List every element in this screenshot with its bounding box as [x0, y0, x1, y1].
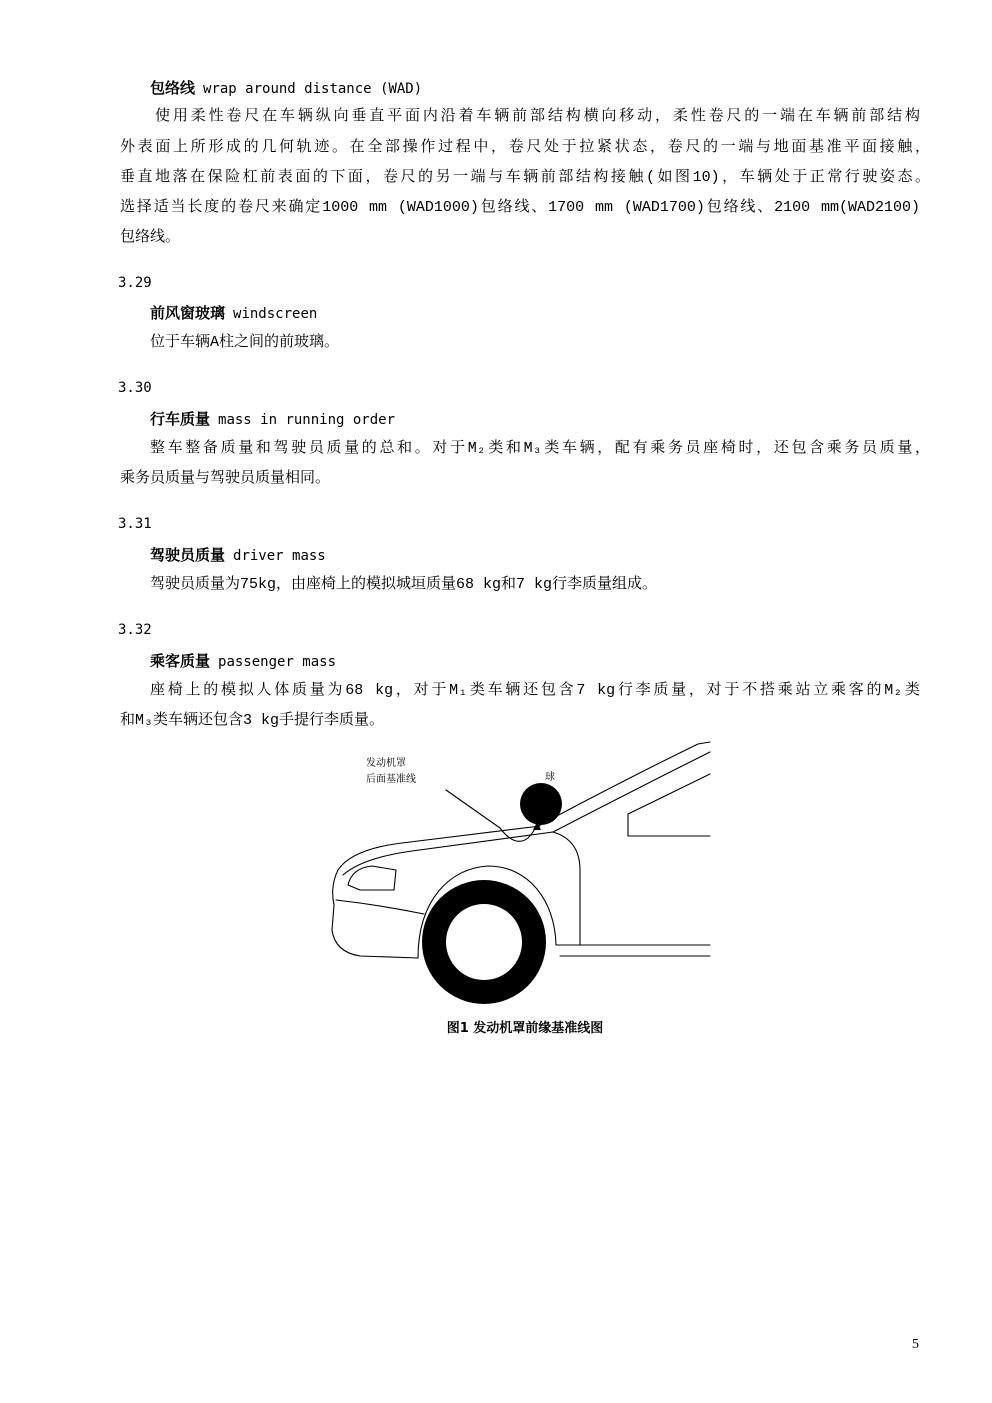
body-line: 整车整备质量和驾驶员质量的总和。对于M₂类和M₃类车辆，配有乘务员座椅时，还包含乘务员质量， — [150, 440, 930, 457]
ball — [520, 783, 562, 825]
term-heading — [150, 409, 395, 429]
term-chinese: 包络线 — [150, 79, 196, 97]
term-heading — [150, 651, 336, 671]
front-face-line — [332, 870, 418, 958]
windscreen-outer-line — [538, 742, 710, 826]
term-chinese: 驾驶员质量 — [150, 546, 226, 564]
body-line: 位于车辆A柱之间的前玻璃。 — [150, 334, 340, 351]
term-chinese: 乘客质量 — [150, 652, 211, 670]
side-window — [628, 774, 710, 836]
car-hood-figure — [320, 735, 720, 1015]
body-line: 驾驶员质量为75kg，由座椅上的模拟城垣质量68 kg和7 kg行李质量组成。 — [150, 576, 658, 593]
body-line: 和M₃类车辆还包含3 kg手提行李质量。 — [120, 712, 385, 729]
clause-number: 3.31 — [118, 516, 152, 532]
clause-number: 3.29 — [118, 275, 152, 291]
term-chinese: 前风窗玻璃 — [150, 304, 226, 322]
ball-label: 球 — [545, 772, 555, 783]
body-line: 包络线。 — [120, 229, 181, 246]
body-line: 垂直地落在保险杠前表面的下面，卷尺的另一端与车辆前部结构接触(如图10)，车辆处于正常行驶姿态。 — [120, 169, 930, 186]
term-heading — [150, 545, 326, 565]
clause-number: 3.30 — [118, 380, 152, 396]
body-line: 座椅上的模拟人体质量为68 kg，对于M₁类车辆还包含7 kg行李质量，对于不搭乘站立乘客的M₂类 — [150, 682, 920, 699]
body-line: 乘务员质量与驾驶员质量相同。 — [120, 470, 331, 487]
bumper-line — [336, 900, 424, 914]
windscreen-inner-line — [553, 752, 710, 832]
body-line: 选择适当长度的卷尺来确定1000 mm (WAD1000)包络线、1700 mm (WAD1700)包络线、2100 mm(WAD2100) — [120, 199, 920, 216]
term-english: mass in running order — [218, 412, 396, 428]
term-english: driver mass — [233, 548, 326, 564]
headlight — [348, 866, 396, 890]
term-heading — [150, 78, 422, 98]
term-english: windscreen — [233, 306, 318, 322]
term-english: passenger mass — [218, 654, 337, 670]
body-line: 使用柔性卷尺在车辆纵向垂直平面内沿着车辆前部结构横向移动，柔性卷尺的一端在车辆前部结构 — [155, 108, 920, 125]
clause-number: 3.32 — [118, 622, 152, 638]
page-number: 5 — [912, 1337, 919, 1352]
term-chinese: 行车质量 — [150, 410, 211, 428]
term-heading — [150, 303, 317, 323]
hood-label-line1: 发动机罩 — [366, 758, 406, 769]
fender-line — [553, 832, 580, 945]
wheel-rim — [446, 904, 522, 980]
hood-label-line2: 后面基准线 — [366, 774, 416, 785]
hood-lower-line — [343, 832, 553, 875]
term-english: wrap around distance (WAD) — [203, 81, 423, 97]
body-line: 外表面上所形成的几何轨迹。在全部操作过程中，卷尺处于拉紧状态，卷尺的一端与地面基准平面接触， — [120, 139, 930, 156]
hood-upper-line — [338, 826, 540, 870]
figure-caption: 图1 发动机罩前缘基准线图 — [446, 1021, 604, 1036]
